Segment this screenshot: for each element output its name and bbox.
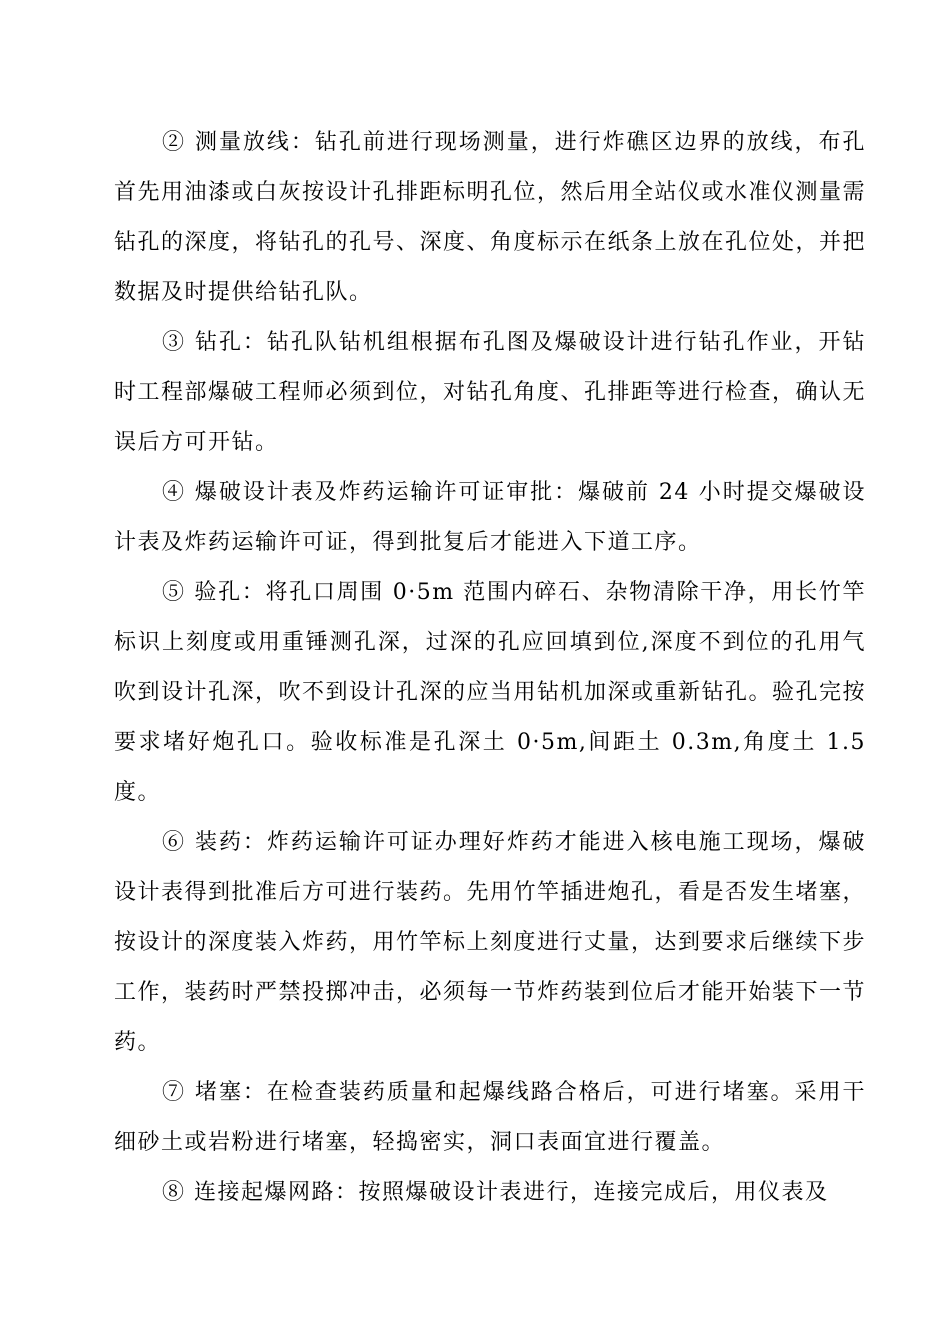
paragraph-blast-design-approval: ④ 爆破设计表及炸药运输许可证审批：爆破前 24 小时提交爆破设计表及炸药运输许可证，得到批复后才能进入下道工序。 [114,480,866,555]
paragraph-stemming: ⑦ 堵塞：在检查装药质量和起爆线路合格后，可进行堵塞。采用干细砂土或岩粉进行堵塞，轻捣密实，洞口表面宜进行覆盖。 [114,1080,866,1155]
paragraph-charging: ⑥ 装药：炸药运输许可证办理好炸药才能进入核电施工现场，爆破设计表得到批准后方可进行装药。先用竹竿插进炮孔，看是否发生堵塞，按设计的深度装入炸药，用竹竿标上刻度进行丈量，达到要求后继续下步工作，装药时严禁投掷冲击，必须每一节炸药装到位后才能开始装下一节药。 [114,830,867,1055]
paragraph-firing-network: ⑧ 连接起爆网路：按照爆破设计表进行，连接完成后，用仪表及 [162,1180,829,1205]
document-body [114,118,866,1218]
paragraph-hole-inspection: ⑤ 验孔：将孔口周围 0·5m 范围内碎石、杂物清除干净，用长竹竿标识上刻度或用重锤测孔深，过深的孔应回填到位,深度不到位的孔用气吹到设计孔深，吹不到设计孔深的应当用钻机加深或重新钻孔。验孔完按要求堵好炮孔口。验收标准是孔深土 0·5m,间距土 0.3m,角度土 1.5 度。 [114,580,867,805]
paragraph-drilling: ③ 钻孔：钻孔队钻机组根据布孔图及爆破设计进行钻孔作业，开钻时工程部爆破工程师必须到位，对钻孔角度、孔排距等进行检查，确认无误后方可开钻。 [114,330,867,455]
paragraph-survey-layout: ② 测量放线：钻孔前进行现场测量，进行炸礁区边界的放线，布孔首先用油漆或白灰按设计孔排距标明孔位，然后用全站仪或水准仪测量需钻孔的深度，将钻孔的孔号、深度、角度标示在纸条上放在孔位处，并把数据及时提供给钻孔队。 [114,130,867,305]
